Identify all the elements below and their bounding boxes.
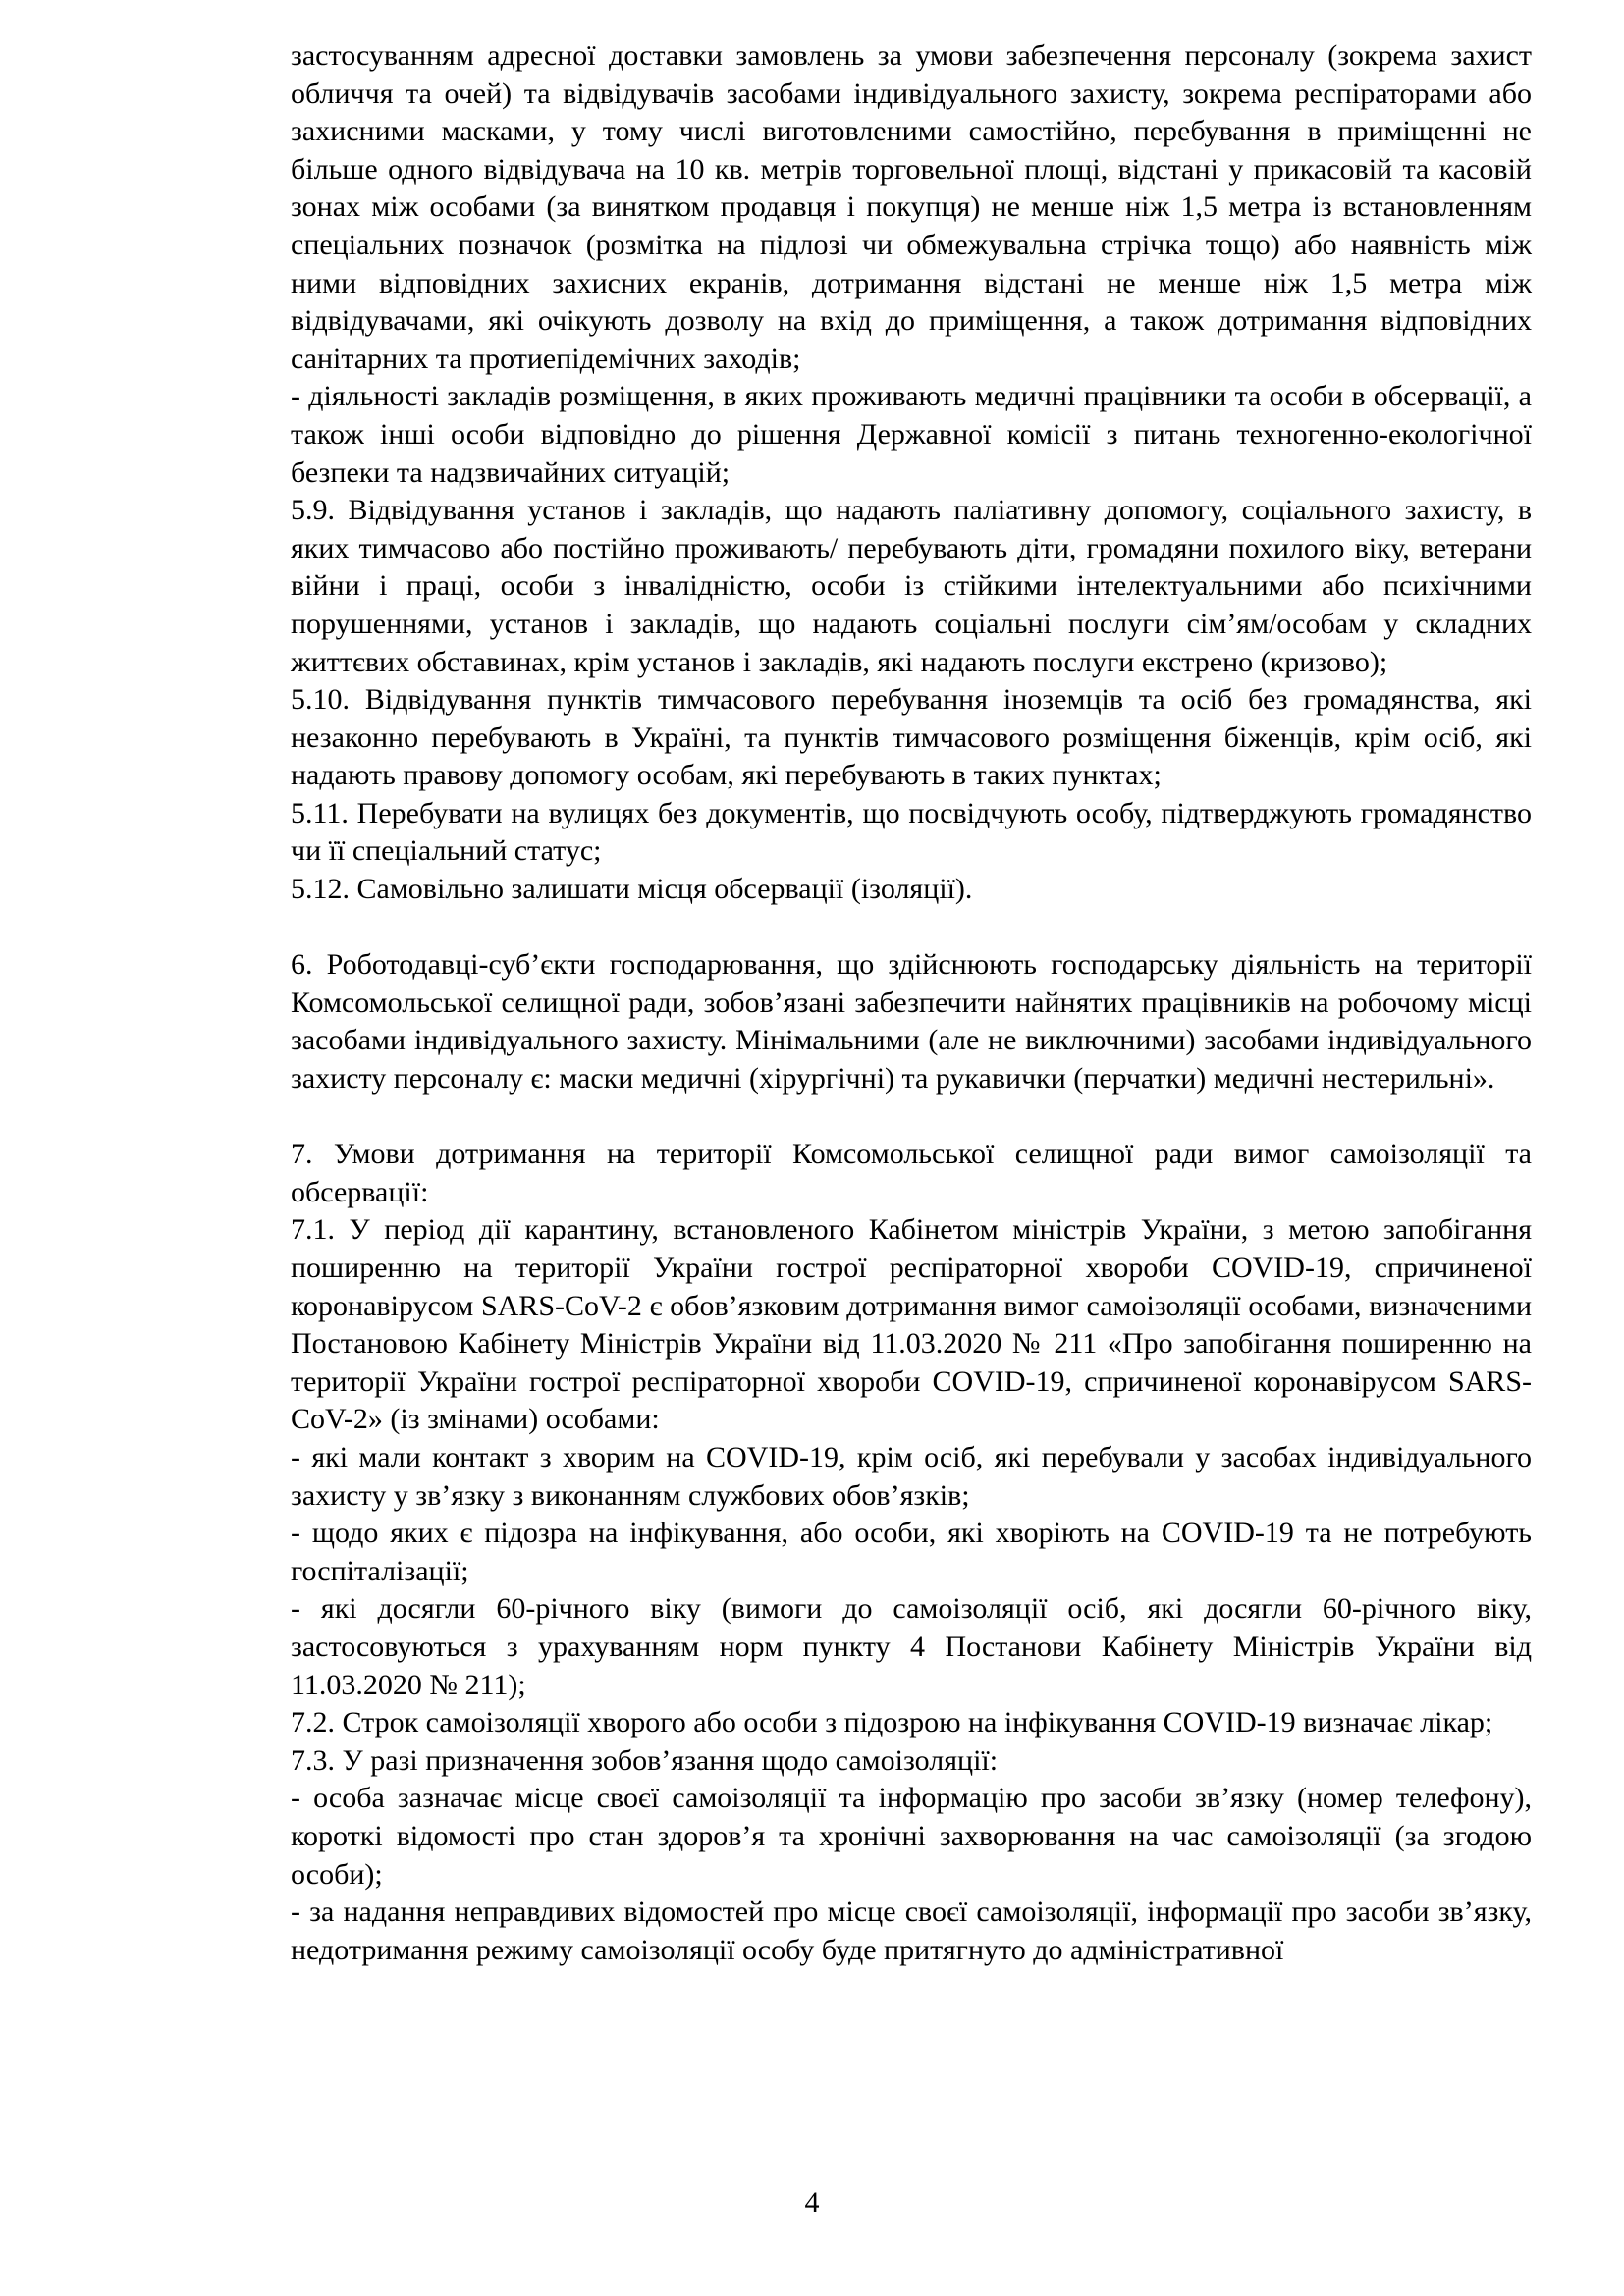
paragraph-gap (291, 909, 1532, 947)
document-body (291, 37, 1532, 1969)
paragraph-7-3-place: - особа зазначає місце своєї самоізоляції та інформацію про засоби зв’язку (номер телефону), короткі відомості про стан здоров’я та хронічні захворювання на час самоізоляції (за згодою особи); (291, 1782, 1532, 1891)
paragraph-5-11: 5.11. Перебувати на вулицях без документів, що посвідчують особу, підтверджують громадянство чи її спеціальний статус; (291, 796, 1532, 868)
paragraph-5-9: 5.9. Відвідування установ і закладів, що надають паліативну допомогу, соціального захисту, в яких тимчасово або постійно проживають/ перебувають діти, громадяни похилого віку, ветерани війни і праці, особи з інвалідністю, особи із стійкими інтелектуальними або психічними порушеннями, установ і закладів, що надають соціальні послуги сім’ям/особам у складних життєвих обставинах, крім установ і закладів, які надають послуги екстрено (кризово); (291, 494, 1532, 678)
paragraph-7-1-suspicion: - щодо яких є підозра на інфікування, або особи, які хворіють на COVID-19 та не потребують госпіталізації; (291, 1517, 1532, 1587)
paragraph-6: 6. Роботодавці-суб’єкти господарювання, що здійснюють господарську діяльність на території Комсомольської селищної ради, зобов’язані забезпечити найнятих працівників на робочому місці засобами індивідуального захисту. Мінімальними (але не виключними) засобами індивідуального захисту персоналу є: маски медичні (хірургічні) та рукавички (перчатки) медичні нестерильні». (291, 948, 1532, 1095)
paragraph-7: 7. Умови дотримання на території Комсомольської селищної ради вимог самоізоляції та обсервації: (291, 1138, 1532, 1208)
paragraph-7-3: 7.3. У разі призначення зобов’язання щодо самоізоляції: (291, 1743, 999, 1777)
paragraph-continuation: застосуванням адресної доставки замовлень за умови забезпечення персоналу (зокрема захист обличчя та очей) та відвідувачів засобами індивідуального захисту, зокрема респіраторами або захисними масками, у тому числі виготовленими самостійно, перебування в приміщенні не більше одного відвідувача на 10 кв. метрів торговельної площі, відстані у прикасовій та касовій зонах між особами (за винятком продавця і покупця) не менше ніж 1,5 метра із встановленням спеціальних позначок (розмітка на підлозі чи обмежувальна стрічка тощо) або наявність між ними відповідних захисних екранів, дотримання відстані не менше ніж 1,5 метра між відвідувачами, які очікують дозволу на вхід до приміщення, а також дотримання відповідних санітарних та протиепідемічних заходів; (291, 39, 1532, 375)
paragraph-7-1-age: - які досягли 60-річного віку (вимоги до самоізоляції осіб, які досягли 60-річного віку, застосовуються з урахуванням норм пункту 4 Постанови Кабінету Міністрів України від 11.03.2020 № 211); (291, 1592, 1532, 1701)
paragraph-5-10: 5.10. Відвідування пунктів тимчасового перебування іноземців та осіб без громадянства, які незаконно перебувають в Україні, та пунктів тимчасового розміщення біженців, крім осіб, які надають правову допомогу особам, які перебувають в таких пунктах; (291, 683, 1532, 792)
paragraph-7-1: 7.1. У період дії карантину, встановленого Кабінетом міністрів України, з метою запобігання поширенню на території України гострої респіраторної хвороби COVID-19, спричиненої коронавірусом SARS-CoV-2 є обов’язковим дотримання вимог самоізоляції особами, визначеними Постановою Кабінету Міністрів України від 11.03.2020 № 211 «Про запобігання поширенню на території України гострої респіраторної хвороби COVID-19, спричиненої коронавірусом SARS-CoV-2» (із змінами) особами: (291, 1213, 1532, 1436)
paragraph-accommodation: - діяльності закладів розміщення, в яких проживають медичні працівники та особи в обсервації, а також інші особи відповідно до рішення Державної комісії з питань техногенно-екологічної безпеки та надзвичайних ситуацій; (291, 380, 1532, 489)
paragraph-gap (291, 1098, 1532, 1137)
paragraph-5-12: 5.12. Самовільно залишати місця обсервації (ізоляції). (291, 873, 973, 906)
paragraph-7-3-liability: - за надання неправдивих відомостей про місце своєї самоізоляції, інформації про засоби зв’язку, недотримання режиму самоізоляції особу буде притягнуто до адміністративної (291, 1896, 1532, 1966)
paragraph-7-1-contact: - які мали контакт з хворим на COVID-19, крім осіб, які перебували у засобах індивідуального захисту у зв’язку з виконанням службових обов’язків; (291, 1440, 1532, 1512)
paragraph-7-2: 7.2. Строк самоізоляції хворого або особи з підозрою на інфікування COVID-19 визначає лікар; (291, 1706, 1493, 1739)
page-number: 4 (804, 2186, 820, 2218)
